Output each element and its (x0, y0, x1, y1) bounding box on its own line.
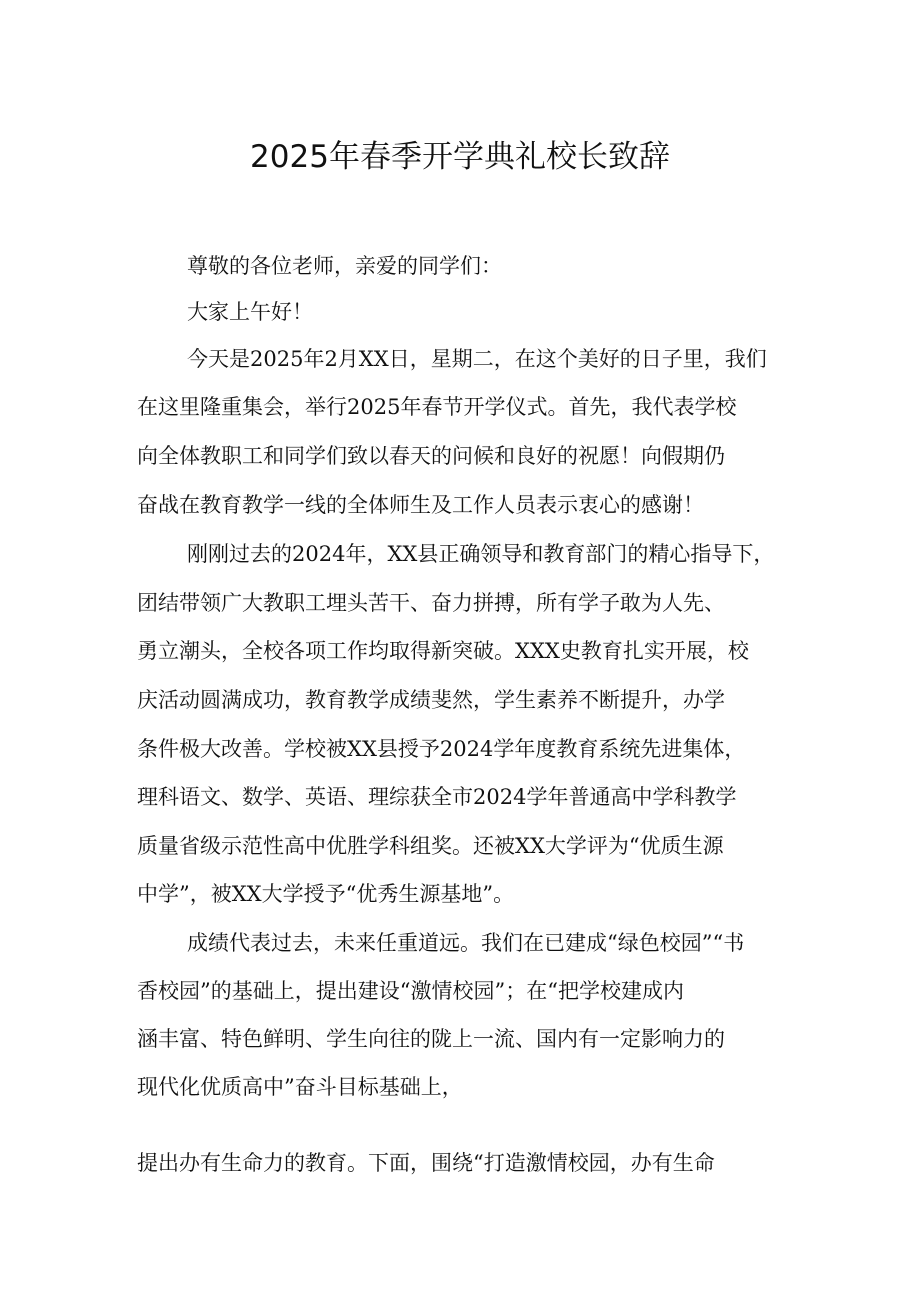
paragraph-3-line-4: 现代化优质高中”奋斗目标基础上， (137, 1075, 463, 1099)
document-title: 2025年春季开学典礼校长致辞 (250, 139, 670, 175)
paragraph-1-line-3: 向全体教职工和同学们致以春天的问候和良好的祝愿！向假期仍 (137, 444, 725, 468)
paragraph-1-line-2: 在这里隆重集会，举行2025年春节开学仪式。首先，我代表学校 (137, 395, 737, 419)
greeting-line: 大家上午好！ (187, 300, 313, 324)
paragraph-3-line-3: 涵丰富、特色鲜明、学生向往的陇上一流、国内有一定影响力的 (137, 1027, 725, 1051)
paragraph-2-line-8: 中学”，被XX大学授予“优秀生源基地”。 (137, 882, 515, 906)
paragraph-2-line-3: 勇立潮头，全校各项工作均取得新突破。XXX史教育扎实开展，校 (137, 639, 749, 663)
paragraph-1-line-1: 今天是2025年2月XX日，星期二，在这个美好的日子里，我们 (187, 347, 767, 371)
paragraph-2-line-6: 理科语文、数学、英语、理综获全市2024学年普通高中学科教学 (137, 785, 737, 809)
paragraph-2-line-7: 质量省级示范性高中优胜学科组奖。还被XX大学评为“优质生源 (137, 834, 724, 858)
paragraph-2-line-4: 庆活动圆满成功，教育教学成绩斐然，学生素养不断提升，办学 (137, 688, 725, 712)
paragraph-2-line-5: 条件极大改善。学校被XX县授予2024学年度教育系统先进集体， (137, 737, 746, 761)
paragraph-4-line-1: 提出办有生命力的教育。下面，围绕“打造激情校园，办有生命 (137, 1151, 715, 1175)
paragraph-3-line-2: 香校园”的基础上，提出建设“激情校园”；在“把学校建成内 (137, 979, 684, 1003)
paragraph-2-line-2: 团结带领广大教职工埋头苦干、奋力拼搏，所有学子敢为人先、 (137, 591, 725, 615)
salutation-line: 尊敬的各位老师，亲爱的同学们： (187, 254, 502, 278)
paragraph-3-line-1: 成绩代表过去，未来任重道远。我们在已建成“绿色校园”“书 (187, 931, 745, 955)
paragraph-2-line-1: 刚刚过去的2024年，XX县正确领导和教育部门的精心指导下， (187, 542, 775, 566)
paragraph-1-line-4: 奋战在教育教学一线的全体师生及工作人员表示衷心的感谢！ (137, 493, 704, 517)
